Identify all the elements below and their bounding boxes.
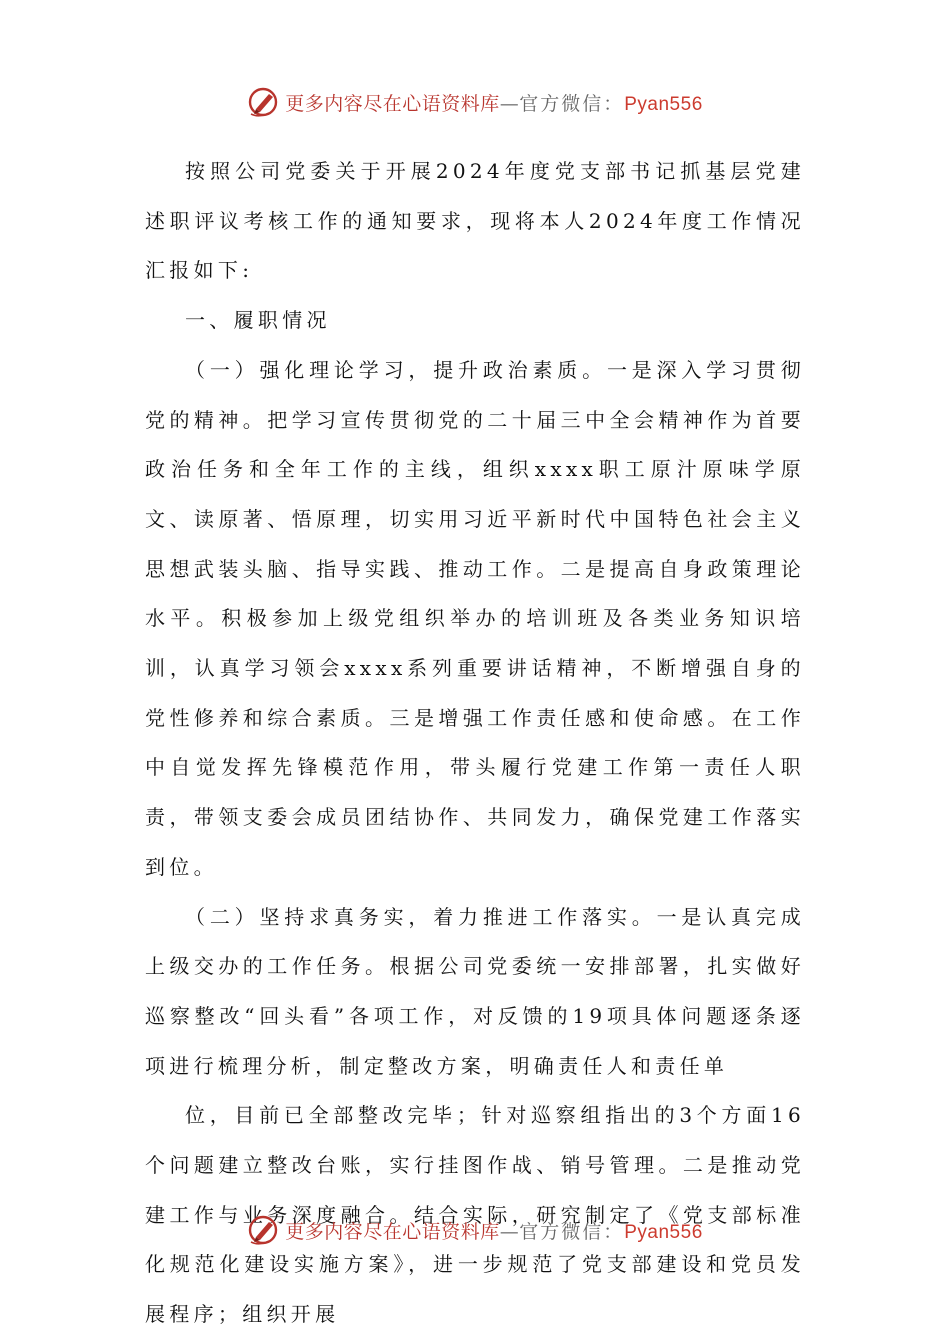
body-paragraph: （一）强化理论学习，提升政治素质。一是深入学习贯彻党的精神。把学习宣传贯彻党的二十届三中全会精神作为首要政治任务和全年工作的主线，组织xxxx职工原汁原味学原文、读原著、悟原理，切实用习近平新时代中国特色社会主义思想武装头脑、指导实践、推动工作。二是提高自身政策理论水平。积极参加上级党组织举办的培训班及各类业务知识培训，认真学习领会xxxx系列重要讲话精神，不断增强自身的党性修养和综合素质。三是增强工作责任感和使命感。在工作中自觉发挥先锋模范作用，带头履行党建工作第一责任人职责，带领支委会成员团结协作、共同发力，确保党建工作落实到位。 [145, 357, 805, 879]
watermark-wechat-id: Pyan556 [624, 93, 703, 115]
watermark-site: 更多内容尽在心语资料库 [285, 92, 500, 115]
document-body [145, 147, 805, 1340]
watermark-separator: — [499, 1220, 520, 1243]
header-watermark [0, 80, 950, 124]
pen-logo-icon [247, 1213, 281, 1247]
section-heading: 一、履职情况 [185, 308, 331, 333]
intro-paragraph: 按照公司党委关于开展2024年度党支部书记抓基层党建述职评议考核工作的通知要求，现将本人2024年度工作情况汇报如下: [145, 159, 805, 283]
watermark-text [285, 89, 703, 116]
watermark-label: 官方微信： [519, 1220, 625, 1243]
watermark-label: 官方微信： [519, 92, 625, 115]
watermark-wechat-id: Pyan556 [624, 1221, 703, 1243]
body-paragraph: 位，目前已全部整改完毕；针对巡察组指出的3个方面16个问题建立整改台账，实行挂图作战、销号管理。二是推动党建工作与业务深度融合。结合实际，研究制定了《党支部标准化规范化建设实施方案》，进一步规范了党支部建设和党员发展程序；组织开展 [145, 1103, 805, 1327]
watermark-site: 更多内容尽在心语资料库 [285, 1220, 500, 1243]
watermark-text [285, 1217, 703, 1244]
watermark-separator: — [499, 92, 520, 115]
pen-logo-icon [247, 85, 281, 119]
body-paragraph: （二）坚持求真务实，着力推进工作落实。一是认真完成上级交办的工作任务。根据公司党委统一安排部署，扎实做好巡察整改“回头看”各项工作，对反馈的19项具体问题逐条逐项进行梳理分析，制定整改方案，明确责任人和责任单 [145, 904, 805, 1078]
footer-watermark [0, 1208, 950, 1252]
